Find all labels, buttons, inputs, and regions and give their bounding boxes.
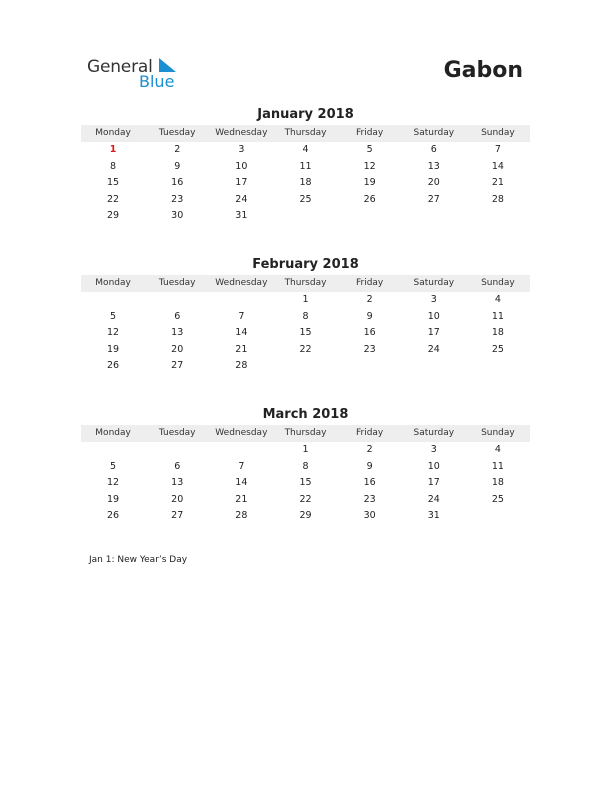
day-cell: 14 [235, 327, 248, 339]
day-cell: 27 [171, 510, 184, 522]
day-cell: 4 [494, 294, 501, 305]
day-cell [466, 508, 530, 525]
day-cell: 25 [491, 343, 504, 355]
day-cell: 11 [491, 460, 504, 472]
day-cell: 10 [427, 460, 440, 472]
day-cell [209, 292, 273, 309]
day-cell [466, 208, 530, 225]
weekday-header: Friday [355, 278, 384, 288]
day-cell: 21 [235, 343, 248, 355]
day-cell [273, 358, 337, 375]
weekday-header: Sunday [481, 428, 515, 438]
week-row [81, 175, 530, 192]
weekday-header: Saturday [413, 278, 455, 288]
weeks [81, 142, 530, 225]
day-cell: 24 [427, 493, 440, 505]
weekday-header-row [81, 125, 530, 142]
day-cell: 11 [491, 310, 504, 322]
day-cell: 30 [363, 510, 376, 522]
day-cell: 29 [299, 510, 312, 522]
day-cell: 12 [363, 160, 376, 172]
day-cell: 17 [235, 177, 248, 189]
day-cell: 17 [427, 477, 440, 489]
logo-text-blue: Blue [139, 72, 175, 91]
day-cell: 18 [491, 327, 504, 339]
week-row [81, 325, 530, 342]
day-cell: 13 [171, 327, 184, 339]
day-cell: 24 [235, 193, 248, 205]
weekday-header: Wednesday [215, 278, 268, 288]
day-cell: 6 [174, 310, 181, 322]
month-calendar-february [81, 256, 530, 375]
day-cell: 16 [363, 477, 376, 489]
day-cell [338, 358, 402, 375]
weekday-header: Thursday [284, 428, 327, 438]
day-cell: 12 [107, 327, 120, 339]
day-cell: 15 [107, 177, 120, 189]
day-cell: 3 [238, 144, 245, 155]
day-cell: 5 [110, 310, 117, 322]
day-cell: 7 [238, 460, 245, 472]
day-cell [338, 208, 402, 225]
day-cell [209, 442, 273, 459]
week-row [81, 459, 530, 476]
day-cell: 6 [430, 144, 437, 155]
day-cell: 13 [171, 477, 184, 489]
day-cell: 19 [107, 493, 120, 505]
day-cell: 8 [302, 460, 309, 472]
logo [87, 55, 187, 95]
weekday-header: Saturday [413, 128, 455, 138]
day-cell [402, 358, 466, 375]
day-cell: 2 [366, 444, 373, 455]
day-cell: 8 [302, 310, 309, 322]
day-cell: 26 [107, 510, 120, 522]
day-cell: 31 [235, 210, 248, 222]
day-cell: 20 [171, 343, 184, 355]
day-cell: 14 [491, 160, 504, 172]
day-cell: 7 [238, 310, 245, 322]
weekday-header-row [81, 425, 530, 442]
day-cell: 1 [302, 444, 309, 455]
day-cell: 30 [171, 210, 184, 222]
week-row [81, 159, 530, 176]
day-cell: 14 [235, 477, 248, 489]
weeks [81, 442, 530, 525]
day-cell: 5 [110, 460, 117, 472]
month-title: March 2018 [262, 407, 349, 422]
day-cell [81, 442, 145, 459]
weekday-header: Saturday [413, 428, 455, 438]
day-cell: 4 [494, 444, 501, 455]
day-cell [81, 292, 145, 309]
day-cell: 27 [427, 193, 440, 205]
weekday-header: Monday [95, 128, 131, 138]
day-cell: 9 [174, 160, 181, 172]
day-cell: 28 [235, 360, 248, 372]
day-cell: 19 [363, 177, 376, 189]
weekday-header-row [81, 275, 530, 292]
day-cell [145, 442, 209, 459]
week-row [81, 208, 530, 225]
weeks [81, 292, 530, 375]
weekday-header: Friday [355, 128, 384, 138]
week-row [81, 508, 530, 525]
weekday-header: Sunday [481, 128, 515, 138]
day-cell: 2 [366, 294, 373, 305]
day-cell: 10 [235, 160, 248, 172]
weekday-header: Thursday [284, 128, 327, 138]
day-cell: 12 [107, 477, 120, 489]
day-cell: 7 [494, 144, 501, 155]
day-cell: 2 [174, 144, 181, 155]
day-cell: 3 [430, 294, 437, 305]
weekday-header: Monday [95, 428, 131, 438]
weekday-header: Tuesday [158, 428, 196, 438]
day-cell: 19 [107, 343, 120, 355]
weekday-header: Friday [355, 428, 384, 438]
week-row [81, 442, 530, 459]
day-cell: 25 [299, 193, 312, 205]
day-cell [466, 358, 530, 375]
day-cell [273, 208, 337, 225]
day-cell: 22 [299, 493, 312, 505]
weekday-header: Sunday [481, 278, 515, 288]
week-row [81, 309, 530, 326]
day-cell: 27 [171, 360, 184, 372]
day-cell: 26 [107, 360, 120, 372]
day-cell: 17 [427, 327, 440, 339]
week-row [81, 292, 530, 309]
day-cell: 29 [107, 210, 120, 222]
day-cell: 23 [363, 493, 376, 505]
day-cell: 10 [427, 310, 440, 322]
day-cell [145, 292, 209, 309]
day-cell: 28 [235, 510, 248, 522]
month-title: January 2018 [257, 107, 354, 122]
weekday-header: Tuesday [158, 128, 196, 138]
day-cell: 31 [427, 510, 440, 522]
weekday-header: Wednesday [215, 428, 268, 438]
day-cell: 16 [171, 177, 184, 189]
week-row [81, 142, 530, 159]
day-cell: 25 [491, 493, 504, 505]
day-cell: 21 [235, 493, 248, 505]
day-cell: 9 [366, 310, 373, 322]
day-cell: 18 [299, 177, 312, 189]
weekday-header: Wednesday [215, 128, 268, 138]
week-row [81, 475, 530, 492]
day-cell: 21 [491, 177, 504, 189]
day-cell: 22 [107, 193, 120, 205]
day-cell: 16 [363, 327, 376, 339]
day-cell: 5 [366, 144, 373, 155]
day-cell: 15 [299, 477, 312, 489]
day-cell: 20 [427, 177, 440, 189]
weekday-header: Tuesday [158, 278, 196, 288]
month-title: February 2018 [252, 257, 359, 272]
day-cell: 22 [299, 343, 312, 355]
day-cell: 3 [430, 444, 437, 455]
day-cell: 11 [299, 160, 312, 172]
day-cell: 18 [491, 477, 504, 489]
day-cell: 1 [109, 144, 117, 155]
week-row [81, 192, 530, 209]
day-cell: 24 [427, 343, 440, 355]
holiday-note: Jan 1: New Year’s Day [89, 555, 188, 565]
day-cell: 8 [110, 160, 117, 172]
logo-text-general: General [87, 57, 153, 77]
week-row [81, 342, 530, 359]
day-cell: 26 [363, 193, 376, 205]
day-cell: 28 [491, 193, 504, 205]
country-title: Gabon [443, 58, 523, 83]
day-cell: 23 [363, 343, 376, 355]
day-cell: 9 [366, 460, 373, 472]
weekday-header: Thursday [284, 278, 327, 288]
day-cell: 20 [171, 493, 184, 505]
month-calendar-march [81, 406, 530, 525]
day-cell: 23 [171, 193, 184, 205]
day-cell [402, 208, 466, 225]
day-cell: 4 [302, 144, 309, 155]
week-row [81, 358, 530, 375]
weekday-header: Monday [95, 278, 131, 288]
day-cell: 13 [427, 160, 440, 172]
day-cell: 6 [174, 460, 181, 472]
week-row [81, 492, 530, 509]
day-cell: 15 [299, 327, 312, 339]
day-cell: 1 [302, 294, 309, 305]
month-calendar-january [81, 106, 530, 225]
